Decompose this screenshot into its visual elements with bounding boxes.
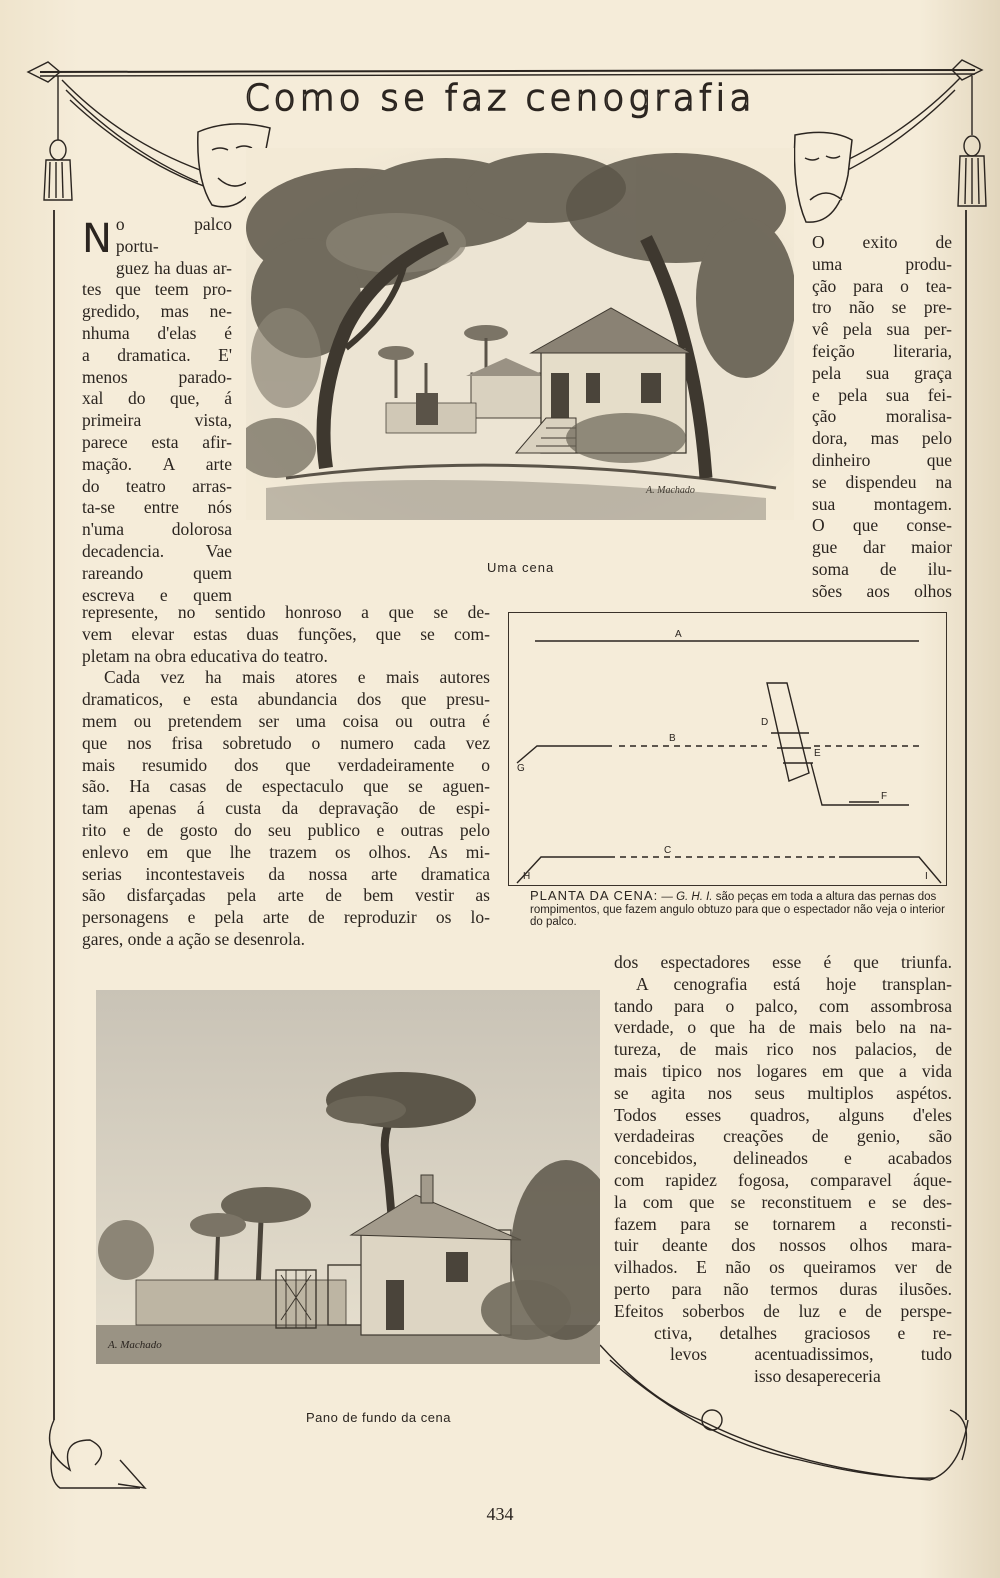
text-line: com rapidez fogosa, comparavel áque- [614, 1169, 952, 1190]
plan-label-g: G [517, 763, 525, 774]
text-line: guez ha duas ar- [115, 257, 232, 278]
plan-caption-refs: — G. H. I. [661, 891, 713, 903]
left-column-lines [82, 214, 232, 606]
text-line: fazem para se tornarem a reconsti- [614, 1213, 952, 1234]
text-line: ção moralisa- [812, 406, 952, 427]
text-line: são. Ha casas de espectaculo que se aguen- [82, 776, 490, 797]
text-line: mais resumido dos que verdadeiramente o [82, 754, 490, 775]
text-line: A cenografia está hoje transplan- [636, 973, 952, 994]
text-line: gue dar maior [812, 537, 952, 558]
text-line: rareando quem [82, 562, 232, 583]
text-line: dramaticos, e esta abundancia dos que presu- [82, 689, 490, 710]
text-line: represente, no sentido honroso a que se de- [82, 602, 490, 622]
plan-label-f: F [881, 791, 888, 802]
text-line: la com que se reconstituem e se des- [614, 1191, 952, 1212]
text-line: serias incontestaveis da nossa arte dramatica [82, 863, 490, 884]
text-line: O exito de [812, 232, 952, 252]
backdrop-illustration [96, 990, 600, 1364]
right-column-lines [812, 232, 952, 603]
text-line: Efeitos soberbos de luz e de perspe- [614, 1300, 952, 1321]
text-line: portu- [115, 235, 159, 256]
text-line: feição literaria, [812, 340, 952, 361]
text-line: ctiva, detalhes graciosos e re- [654, 1322, 952, 1343]
text-line: verdadeiras creações de genio, são [614, 1126, 952, 1147]
paragraph-2 [82, 667, 490, 950]
text-line: o palco [115, 214, 232, 234]
text-line: sua montagem. [812, 493, 952, 514]
paragraph-1 [82, 602, 490, 667]
text-line: primeira vista, [82, 410, 232, 431]
scene-illustration [246, 148, 794, 520]
text-line: nhuma d'elas é [82, 322, 232, 343]
text-line: escreva e quem [82, 584, 232, 605]
text-line: vê pela sua per- [812, 319, 952, 340]
text-line: se agita nos seus multiplos aspétos. [614, 1082, 952, 1103]
plan-label-a: A [675, 629, 682, 640]
text-line: enlevo em que lhe trazem os olhos. As mi- [82, 841, 490, 862]
text-line: mação. A arte [82, 453, 232, 474]
text-line: mem ou pretendem ser uma coisa ou outra é [82, 710, 490, 731]
drop-cap: N [82, 216, 112, 262]
figure2-signature: A. Machado [108, 1339, 162, 1351]
text-line: e pela sua fei- [812, 384, 952, 405]
text-line: são disfarçadas pela arte de bem vestir as [82, 885, 490, 906]
text-line: mais tipico nos logares em que a vida [614, 1060, 952, 1081]
middle-text [82, 602, 490, 951]
text-line: n'uma dolorosa [82, 519, 232, 540]
plan-label-b: B [669, 733, 676, 744]
text-line: sões aos olhos [812, 580, 952, 601]
text-line: do teatro arras- [82, 475, 232, 496]
text-line: decadencia. Vae [82, 540, 232, 561]
text-line: uma produ- [812, 253, 952, 274]
page-number: 434 [486, 1504, 514, 1524]
text-line: gredido, mas ne- [82, 301, 232, 322]
text-line: rito e de gosto do seu publico e outras pelo [82, 819, 490, 840]
plan-caption [530, 890, 948, 929]
text-line: vem elevar estas duas funções, que se com- [82, 623, 490, 644]
text-line: parece esta afir- [82, 431, 232, 452]
text-line: pletam na obra educativa do teatro. [82, 645, 328, 666]
text-line: Todos esses quadros, alguns d'eles [614, 1104, 952, 1125]
text-line: perto para não termos duras ilusões. [614, 1278, 952, 1299]
text-line: dos espectadores esse é que triunfa. [614, 952, 952, 972]
stage-plan-drawing [509, 613, 946, 885]
text-line: tam apenas á custa da depravação de espi- [82, 798, 490, 819]
text-line: isso desapereceria [754, 1366, 881, 1387]
text-line: que nos frisa sobretudo o numero cada vez [82, 732, 490, 753]
text-line: pela sua graça [812, 362, 952, 383]
text-line: menos parado- [82, 366, 232, 387]
plan-caption-lead: PLANTA DA CENA: [530, 888, 659, 903]
plan-label-e: E [814, 748, 821, 759]
figure-pano-de-fundo [96, 990, 600, 1364]
text-line: O que conse- [812, 515, 952, 536]
text-line: tro não se pre- [812, 297, 952, 318]
text-line: xal do que, á [82, 388, 232, 409]
text-line: tureza, de mais rico nos palacios, de [614, 1039, 952, 1060]
text-line: Cada vez ha mais atores e mais autores [104, 667, 490, 688]
right-column [812, 232, 952, 603]
text-line: se dispendeu na [812, 471, 952, 492]
figure2-caption: Pano de fundo da cena [306, 1410, 451, 1425]
plan-label-h: H [523, 871, 531, 882]
figure-uma-cena [246, 148, 794, 520]
plan-label-i: I [925, 871, 928, 882]
text-line: concebidos, delineados e acabados [614, 1148, 952, 1169]
text-line: a dramatica. E' [82, 344, 232, 365]
text-line: ta-se entre nós [82, 497, 232, 518]
text-line: levos acentuadissimos, tudo [670, 1344, 952, 1365]
plan-label-d: D [761, 717, 769, 728]
text-line: gares, onde a ação se desenrola. [82, 928, 306, 949]
stage-plan-diagram [508, 612, 947, 886]
left-column [82, 214, 232, 606]
text-line: soma de ilu- [812, 558, 952, 579]
plan-caption-rest: são peças em toda a altura das pernas dos rompimentos, que fazem angulo obtuzo para que o espectador não veja o interior do palco. [530, 891, 945, 928]
text-line: tuir deante dos nossos olhos mara- [614, 1235, 952, 1256]
text-line: personagens e pela arte de reproduzir os lo- [82, 907, 490, 928]
text-line: tes que teem pro- [82, 279, 232, 300]
figure1-caption: Uma cena [487, 560, 555, 575]
text-line: verdade, o que ha de mais belo na na- [614, 1017, 952, 1038]
plan-label-c: C [664, 845, 672, 856]
text-line: vilhados. E não os queiramos ver de [614, 1257, 952, 1278]
text-line: tando para o palco, com assombrosa [614, 995, 952, 1016]
text-line: ção para o tea- [812, 275, 952, 296]
text-line: dora, mas pelo [812, 428, 952, 449]
lower-right-lines [614, 952, 952, 1388]
lower-right-text [614, 952, 952, 1388]
page-title: Como se faz cenografia [244, 78, 756, 119]
figure1-signature: A. Machado [646, 485, 695, 496]
text-line: dinheiro que [812, 449, 952, 470]
